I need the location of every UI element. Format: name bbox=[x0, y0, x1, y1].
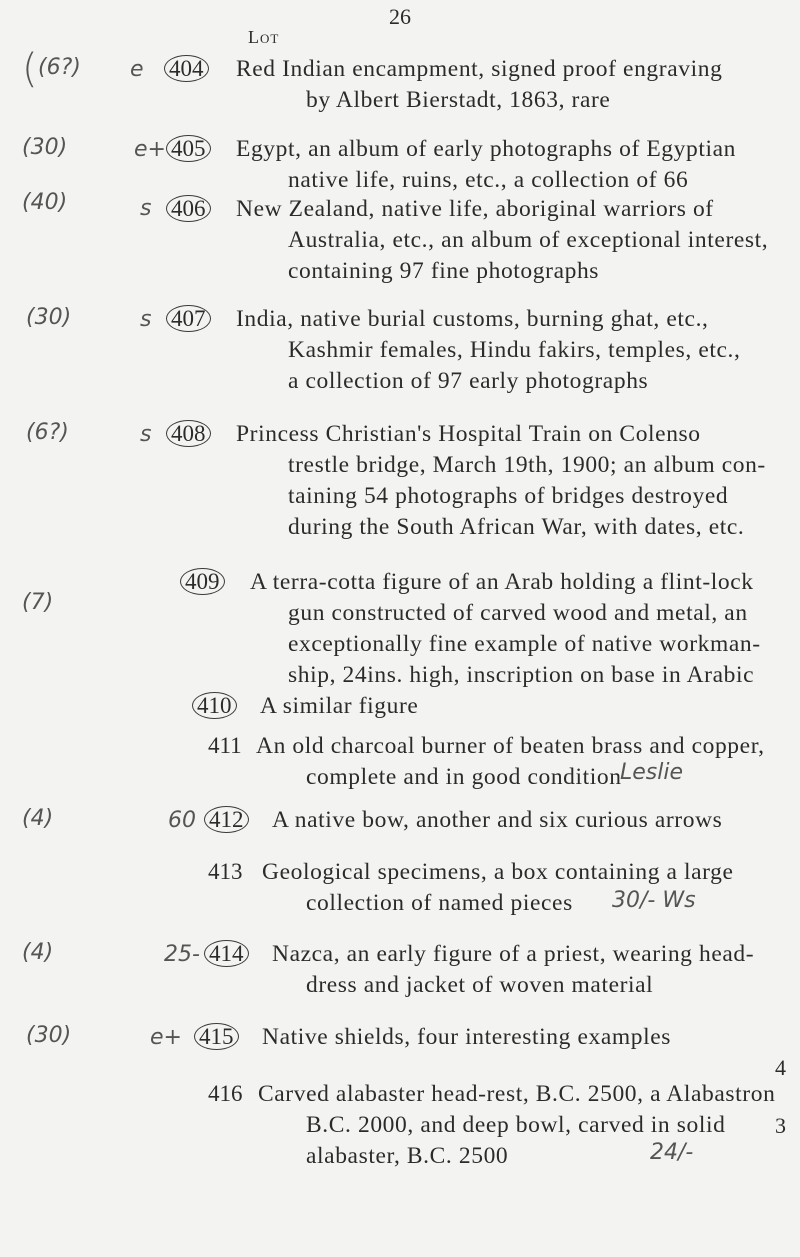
lot-text: native life, ruins, etc., a collection of 66 bbox=[288, 167, 689, 193]
lot-number: 405 bbox=[172, 135, 211, 163]
lot-text: Carved alabaster head-rest, B.C. 2500, a Alabastron bbox=[258, 1081, 776, 1107]
tick-mark: e+ bbox=[134, 137, 166, 162]
lot-text: during the South African War, with dates, etc. bbox=[288, 514, 745, 540]
lot-text: gun constructed of carved wood and metal, an bbox=[288, 600, 748, 626]
lot-number: 412 bbox=[210, 806, 249, 834]
lot-number: 409 bbox=[186, 568, 225, 596]
lot-number: 416 bbox=[208, 1081, 243, 1106]
margin-note: (7) bbox=[22, 590, 54, 615]
lot-text: An old charcoal burner of beaten brass and copper, bbox=[256, 733, 765, 759]
lot-text: Princess Christian's Hospital Train on Colenso bbox=[236, 421, 701, 447]
lot-text: New Zealand, native life, aboriginal warriors of bbox=[236, 196, 714, 222]
lot-text: A native bow, another and six curious arrows bbox=[272, 807, 723, 833]
page-number: 26 bbox=[389, 4, 411, 29]
lot-text: dress and jacket of woven material bbox=[306, 972, 654, 998]
tick-mark: 60 bbox=[168, 808, 196, 833]
margin-note: (30) bbox=[22, 135, 68, 160]
tick-mark: 25- bbox=[164, 942, 200, 967]
lot-text: Egypt, an album of early photographs of Egyptian bbox=[236, 136, 736, 162]
lot-text: ship, 24ins. high, inscription on base in Arabic bbox=[288, 662, 755, 688]
lot-text: alabaster, B.C. 2500 bbox=[306, 1143, 509, 1169]
lot-number: 415 bbox=[200, 1023, 239, 1051]
lot-text: trestle bridge, March 19th, 1900; an album con- bbox=[288, 452, 766, 478]
lot-text: exceptionally fine example of native workman- bbox=[288, 631, 761, 657]
right-margin-number: 4 bbox=[775, 1055, 786, 1080]
lot-number: 410 bbox=[198, 692, 237, 720]
lot-text: taining 54 photographs of bridges destroyed bbox=[288, 483, 729, 509]
lot-number: 408 bbox=[172, 420, 211, 448]
margin-note: (30) bbox=[26, 305, 72, 330]
margin-note: (30) bbox=[26, 1023, 72, 1048]
margin-note: (4) bbox=[22, 940, 54, 965]
margin-note: (40) bbox=[22, 190, 68, 215]
tick-mark: s bbox=[140, 422, 152, 447]
handwritten-annotation: 24/- bbox=[650, 1140, 694, 1165]
lot-text: Red Indian encampment, signed proof engraving bbox=[236, 56, 723, 82]
lot-number: 414 bbox=[210, 940, 249, 968]
lot-text: A similar figure bbox=[260, 693, 419, 719]
lot-text: India, native burial customs, burning ghat, etc., bbox=[236, 306, 709, 332]
lot-text: Australia, etc., an album of exceptional interest, bbox=[288, 227, 769, 253]
margin-note: (6?) bbox=[26, 420, 69, 445]
lot-text: Native shields, four interesting examples bbox=[262, 1024, 671, 1050]
margin-bracket: ( bbox=[22, 46, 38, 92]
lot-text: Geological specimens, a box containing a large bbox=[262, 859, 734, 885]
lot-text: Nazca, an early figure of a priest, wearing head- bbox=[272, 941, 755, 967]
lot-text: complete and in good condition bbox=[306, 764, 622, 790]
margin-note: (6?) bbox=[38, 55, 81, 80]
lot-number: 407 bbox=[172, 305, 211, 333]
lot-text: A terra-cotta figure of an Arab holding a flint-lock bbox=[250, 569, 754, 595]
tick-mark: e bbox=[130, 57, 144, 82]
lot-text: by Albert Bierstadt, 1863, rare bbox=[306, 87, 611, 113]
tick-mark: e+ bbox=[150, 1025, 182, 1050]
lot-text: collection of named pieces bbox=[306, 890, 573, 916]
right-margin-number: 3 bbox=[775, 1113, 786, 1138]
lot-number: 406 bbox=[172, 195, 211, 223]
lot-text: B.C. 2000, and deep bowl, carved in solid bbox=[306, 1112, 726, 1138]
lot-text: Kashmir females, Hindu fakirs, temples, etc., bbox=[288, 337, 741, 363]
tick-mark: s bbox=[140, 196, 152, 221]
lot-text: containing 97 fine photographs bbox=[288, 258, 600, 284]
lot-number: 413 bbox=[208, 859, 243, 884]
lot-number: 404 bbox=[170, 55, 209, 83]
handwritten-annotation: 30/- Ws bbox=[612, 888, 696, 913]
lot-number: 411 bbox=[208, 733, 242, 758]
column-header-lot: Lot bbox=[248, 27, 280, 47]
tick-mark: s bbox=[140, 307, 152, 332]
margin-note: (4) bbox=[22, 806, 54, 831]
lot-text: a collection of 97 early photographs bbox=[288, 368, 649, 394]
handwritten-annotation: Leslie bbox=[620, 760, 684, 785]
